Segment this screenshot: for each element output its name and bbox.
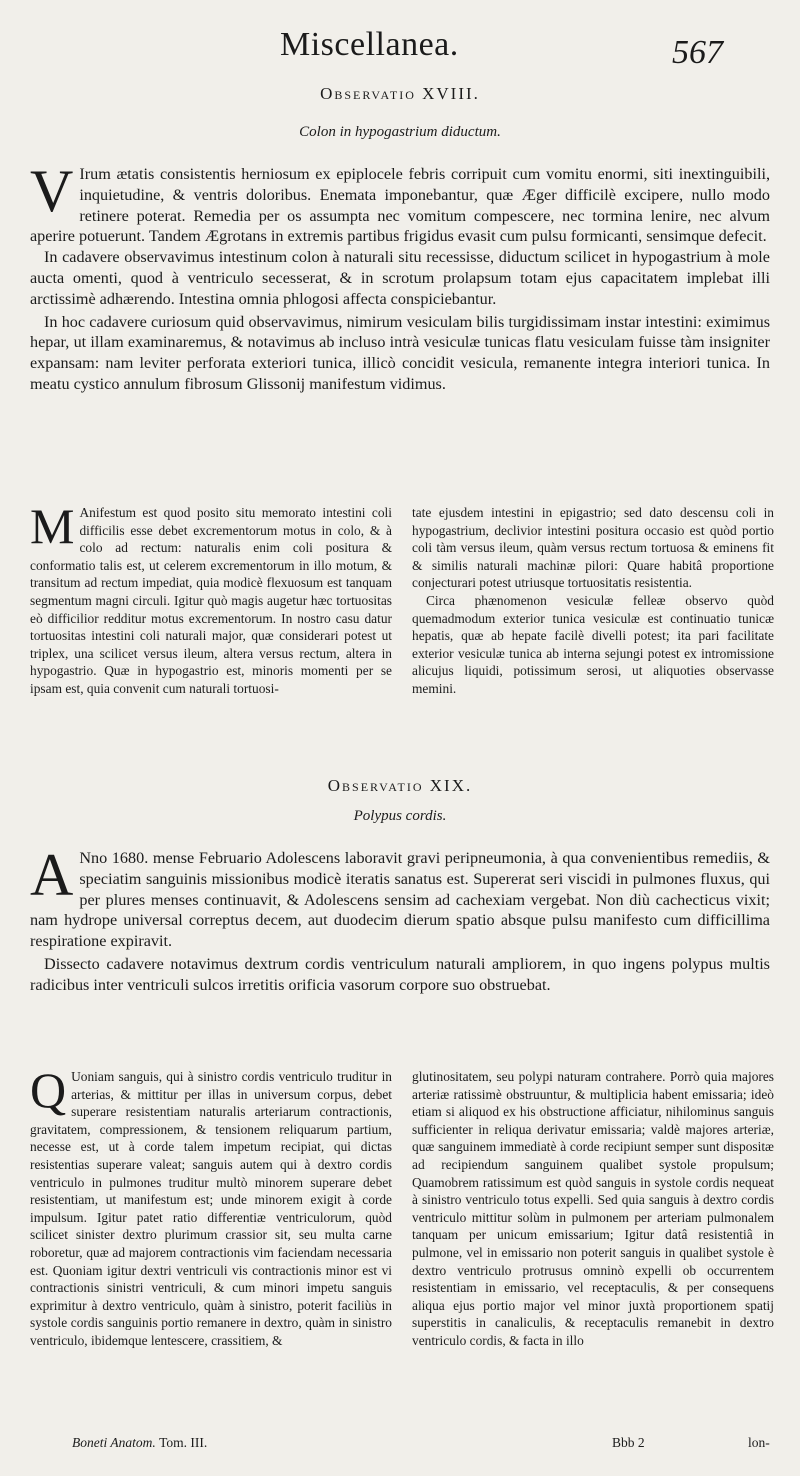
drop-cap: V bbox=[30, 158, 74, 224]
observation-19-subtitle: Polypus cordis. bbox=[353, 808, 447, 824]
observation-18-commentary-right bbox=[412, 504, 774, 698]
drop-cap: Q bbox=[30, 1062, 67, 1118]
observation-19-body bbox=[30, 842, 770, 996]
observation-19-paragraph-2: Dissecto cadavere notavimus dextrum cordis ventriculum naturali ampliorem, in quo ingens polypus multis radicibus inter ventriculi sulcos irretitis orificia vasorum corpore suo obstruebat. bbox=[30, 954, 770, 994]
observation-19-title: Observatio XIX. bbox=[327, 776, 473, 795]
observation-19-commentary-right bbox=[412, 1068, 774, 1350]
running-title: Miscellanea. bbox=[280, 26, 459, 63]
observation-19-commentary-left bbox=[30, 1062, 392, 1350]
observation-18-paragraph-1 bbox=[30, 158, 770, 247]
drop-cap: M bbox=[30, 498, 75, 554]
commentary-text: Circa phænomenon vesiculæ felleæ observo quòd quemadmodum exterior tunica vesiculæ est continuatio tunicæ hepatis, quæ ab hepate facilè divelli potest; ita pari facilitate exterior vesiculæ tunica ab interna sejungi potest ex intromissione alicujus liquidi, potissimum serosi, ut aliquoties observasse memini. bbox=[412, 592, 774, 696]
volume-label: Tom. III. bbox=[159, 1435, 208, 1450]
commentary-text: tate ejusdem intestini in epigastrio; sed dato descensu coli in hypogastrium, declivior intestini positura occasio est quòd portio coli tàm versus ileum, quàm versus rectum tortuosa & eminens fit & similis naturali machinæ pilori: Quare habitâ proportione conjecturari potest utriusque tortuositatis resistentia. bbox=[412, 505, 774, 591]
commentary-text: Uoniam sanguis, qui à sinistro cordis ventriculo truditur in arterias, & mittitur per illas in universum corpus, debet superare resistentiam naturalis arteriarum contractionis, gravitatem, compressionem, & tensionem reliquarum partium, necesse est, ut à corde talem impetum recipiat, qui dictas resistentias superare valeat; sanguis autem qui à dextro cordis ventriculo in pulmones truditur multò minorem superare debet resistentiam, ut manifestum est; unde minorem exigit à corde impulsum. Igitur patet ratio differentiæ ventriculorum, quòd scilicet sinister dextro plurimum crassior sit, seu multa carne roboretur, quæ ad majorem contractionis vim faciendam necessaria est. Quoniam igitur dextri ventriculi vis contractionis minor est vi contractionis sinistri ventriculi, & cum minori impetu sanguis exprimitur à dextro ventriculo, quàm à sinistro, poterit faciliùs in systole cordis sanguinis portio remanere in dextro, quàm in sinistro ventriculo, ibidemque lentescere, crassitiem, & bbox=[30, 1069, 392, 1348]
book-citation bbox=[72, 1435, 207, 1451]
page-footer bbox=[0, 1435, 800, 1465]
signature-mark: Bbb 2 bbox=[612, 1435, 645, 1450]
observation-18-commentary-left bbox=[30, 498, 392, 698]
paragraph-text: Nno 1680. mense Februario Adolescens laboravit gravi peripneumonia, à qua convenientibus remediis, & speciatim sanguinis missionibus modicè iteratis sanatus est. Supererat seri viscidi in pulmones fluxus, qui per plures menses continuavit, & Adolescens sensim ad cachexiam vergebat. Non diù cachecticus vixit; nam hydrope universal correptus decem, aut duodecim dierum spatio absque pulsu manifesto cum difficillima respiratione expiravit. bbox=[30, 849, 770, 951]
running-head bbox=[0, 14, 800, 74]
page-number: 567 bbox=[672, 34, 723, 71]
observation-18-title: Observatio XVIII. bbox=[320, 84, 480, 103]
commentary-text: glutinositatem, seu polypi naturam contrahere. Porrò quia majores arteriæ ratissimè obstruuntur, & multiplicia habent emissaria; ideò etiam si aliquod ex his obstructione afficiatur, nihilominus sanguis sufficienter in reliqua derivatur emissaria; valdè majores arteriæ, quæ sanguinem immediatè à corde recipiunt semper sunt dispositæ ad recipiendum sanguinem qualibet systole propulsum; Quamobrem ratissimum est quòd sanguis in systole cordis nequeat à sinistro ventriculo totus expelli. Sed quia sanguis à dextro cordis ventriculo mittitur solùm in pulmonem per arteriam pulmonalem tanquam per unicum emissarium; Igitur datâ resistentiâ in pulmone, vel in emissario non poterit sanguis in qualibet systole è dextro ventriculo protrusus omninò expelli ob occurrentem resistentiam in emissario, vel receptaculis, & per consequens aliqua ejus portio major vel minor juxtà proportionem spatij superstitis in canaliculis, & receptaculis remanebit in dextro ventriculo cordis, & facta in illo bbox=[412, 1069, 774, 1348]
observation-18-paragraph-3: In hoc cadavere curiosum quid observavimus, nimirum vesiculam bilis turgidissimam instar intestini: eximimus hepar, ut illam examinaremus, & notavimus ab incluso intrà vesiculæ tunicas flatu vesiculam fuisse tàm insigniter expansam: nam leviter perforata exteriori tunica, illicò concidit vesicula, remanente integra interiori tunica. In meatu cystico annulum fibrosum Glissonij manifestum vidimus. bbox=[30, 312, 770, 393]
book-title: Boneti Anatom. bbox=[72, 1435, 156, 1450]
drop-cap: A bbox=[30, 842, 74, 908]
observation-18-body bbox=[30, 158, 770, 395]
observation-19-paragraph-1 bbox=[30, 842, 770, 952]
observation-18-paragraph-2: In cadavere observavimus intestinum colon à naturali situ recessisse, diductum scilicet in hypogastrium à mole aucta omenti, quod à ventriculo secesserat, & in scrotum prolapsum totam ejus capacitatem implebat illi arctissimè adhærendo. Intestina omnia phlogosi affecta conspiciebantur. bbox=[30, 248, 770, 308]
observation-18-subtitle: Colon in hypogastrium diductum. bbox=[299, 124, 501, 140]
paragraph-text: Irum ætatis consistentis herniosum ex epiplocele febris corripuit cum vomitu enormi, siti inextinguibili, inquietudine, & ventris doloribus. Enemata imponebantur, quæ Æger difficilè excipere, nullo modo retinere poterat. Remedia per os assumpta nec vomitum compescere, nec tormina lenire, nec alvum aperire potuerunt. Tandem Ægrotans in extremis partibus frigidus evasit cum pulsu formicanti, sensimque defecit. bbox=[30, 165, 770, 246]
catchword: lon- bbox=[748, 1435, 770, 1450]
commentary-text: Anifestum est quod posito situ memorato intestini coli difficilis esse debet excrementorum motus in colo, & à colo ad rectum: naturalis enim coli positura & conformatio talis est, ut celerem excrementorum in illo motum, & transitum ad rectum impediat, quia modicè flexuosum est tanquam segmentum magni circuli. Igitur quò magis augetur hæc tortuositas eò difficilior redditur motus excrementorum. In nostro casu datur tortuositas intestini coli naturali major, quæ considerari potest ut triplex, una scilicet versus ileum, altera versus rectum, altera in hypogastrio. Quæ in hypogastrio est, minoris momenti per se ipsam est, quia convenit cum naturali tortuosi- bbox=[30, 505, 392, 696]
